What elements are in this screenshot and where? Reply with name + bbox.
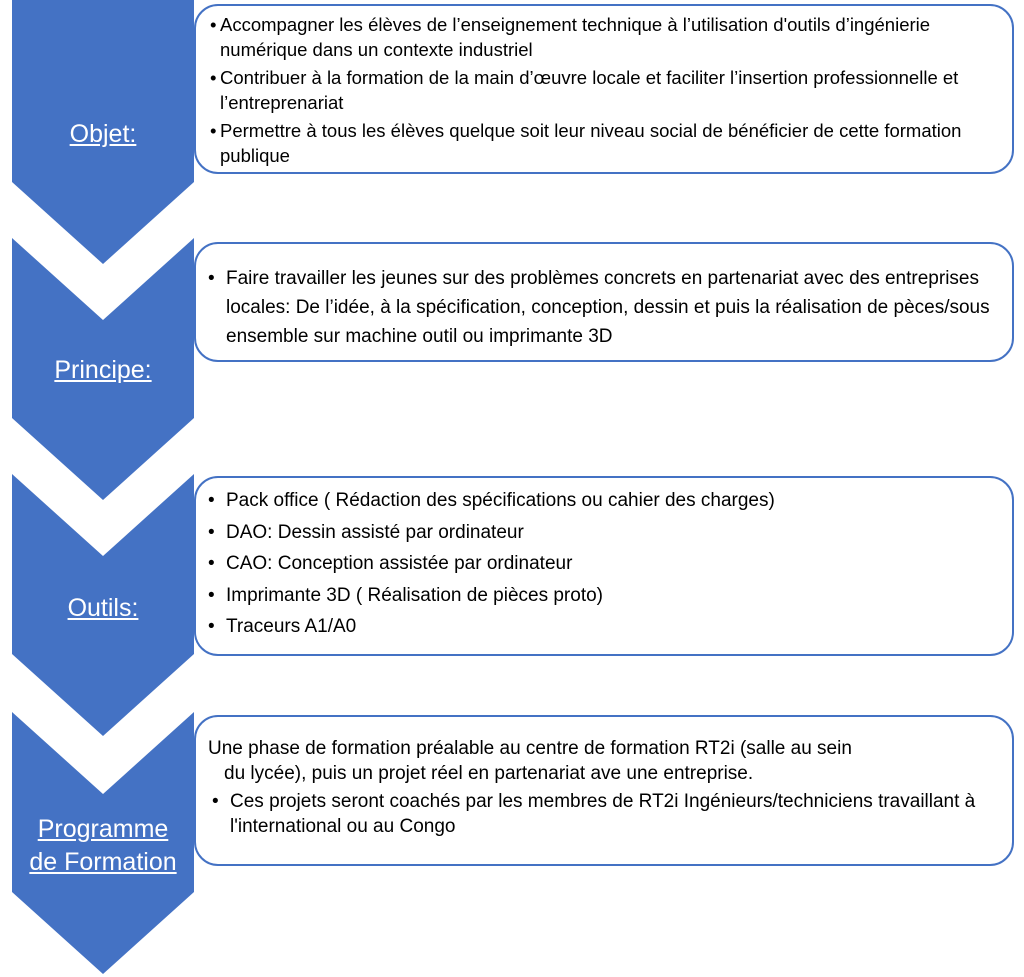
programme-intro-line1: Une phase de formation préalable au centre de formation RT2i (salle au sein xyxy=(208,738,852,759)
programme-intro-line2: du lycée), puis un projet réel en partenariat ave une entreprise. xyxy=(224,762,754,784)
list-item: • Accompagner les élèves de l’enseignement technique à l’utilisation d'outils d’ingénierie numérique dans un contexte industriel xyxy=(210,14,931,60)
list-item: • Traceurs A1/A0 xyxy=(204,615,1000,640)
list-item: • Permettre à tous les élèves quelque soit leur niveau social de bénéficier de cette formation publique xyxy=(210,120,962,166)
stage-label-programme xyxy=(8,813,198,879)
stage-label-principe: Principe: xyxy=(54,356,152,384)
list-item: • Faire travailler les jeunes sur des problèmes concrets en partenariat avec des entreprises locales: De l’idée, à la spécification, conception, dessin et puis la réalisation de pèces/sous ensemble sur machine outil ou imprimante 3D xyxy=(204,264,1000,351)
programme-list xyxy=(208,737,1000,839)
programme-box xyxy=(194,715,1014,866)
objet-list xyxy=(206,13,998,168)
stage-label-programme-line1: Programme xyxy=(37,815,169,843)
list-item: • DAO: Dessin assisté par ordinateur xyxy=(204,521,1000,546)
outils-box xyxy=(194,476,1014,656)
stage-label-outils: Outils: xyxy=(67,594,139,622)
objet-box xyxy=(194,4,1014,174)
stage-label-objet: Objet: xyxy=(69,120,137,148)
list-item: • Contribuer à la formation de la main d’œuvre locale et faciliter l’insertion professionnelle et l’entreprenariat xyxy=(210,67,959,113)
list-item: • CAO: Conception assistée par ordinateur xyxy=(204,552,1000,577)
list-item: • Pack office ( Rédaction des spécifications ou cahier des charges) xyxy=(204,489,1000,514)
outils-list xyxy=(204,489,1000,640)
list-item: • Imprimante 3D ( Réalisation de pièces proto) xyxy=(204,584,1000,609)
principe-list xyxy=(204,264,1000,351)
list-item: • Ces projets seront coachés par les membres de RT2i Ingénieurs/techniciens travaillant à l'international ou au Congo xyxy=(208,790,1000,839)
stage-label-programme-line2: de Formation xyxy=(29,848,177,876)
list-item xyxy=(208,737,1000,786)
principe-box xyxy=(194,242,1014,362)
